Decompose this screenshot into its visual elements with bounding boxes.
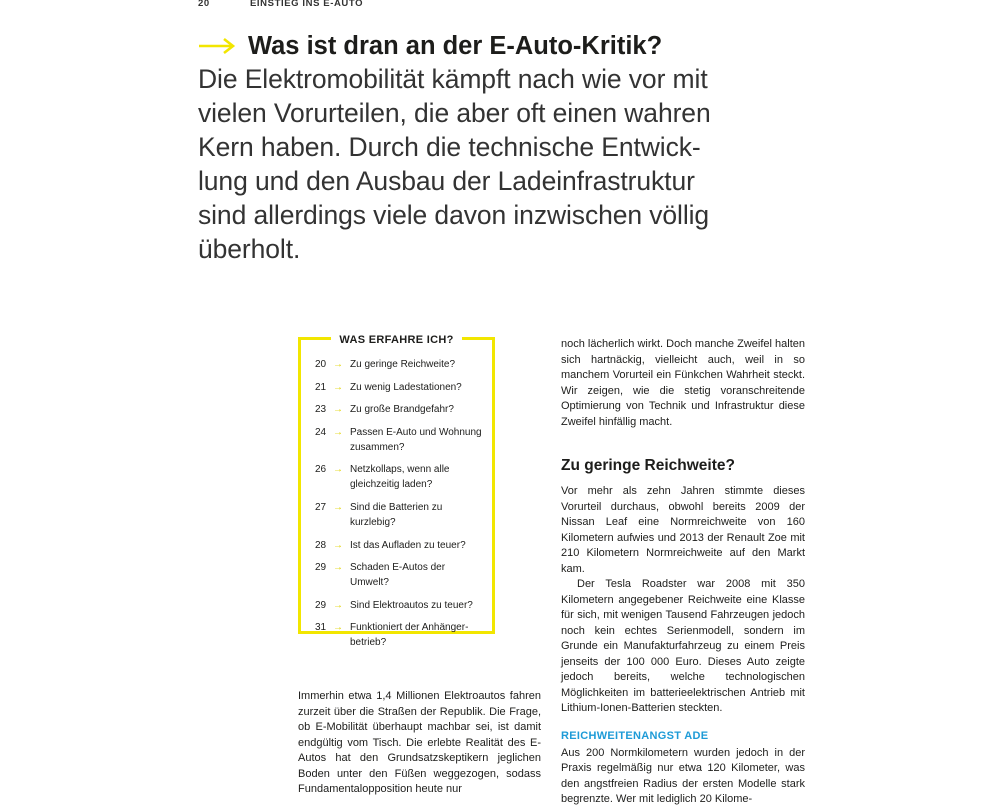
toc-list [315,357,484,658]
toc-item[interactable] [315,538,484,553]
toc-item[interactable] [315,620,484,650]
body-column-right [561,337,805,808]
toc-arrow-icon: → [333,539,343,551]
toc-arrow-icon: → [333,599,343,611]
toc-page-number: 23 [315,404,327,416]
body-paragraph: noch lächerlich wirkt. Doch manche Zweifel halten sich hartnäckig, vielleicht auch, weil in so manchem Vorurteil ein Fünkchen Wahrheit steckt. Wir zeigen, wie die stetig voranschreitende Optimierung von Technik und Infrastruktur diese Zweifel hinfällig macht. [561,338,805,428]
toc-item-label: Passen E-Auto und Wohnung zusammen? [350,426,482,453]
body-paragraph: Der Tesla Roadster war 2008 mit 350 Kilometern angegebener Reichweite eine Klasse für sich, mit wenigen Tausend Fahrzeugen jedoch noch kein echtes Serienmodell, sondern im Grunde ein Manufakturfahrzeug zu einem Preis jenseits der 100 000 Euro. Dieses Auto zeigte jedoch bereits, welche technologischen Möglichkeiten im batterieelektrischen Antrieb mit Lithium-Ionen-Batterien steckten. [561,578,805,714]
lead-line: vielen Vorurteilen, die aber oft einen wahren [198,98,711,128]
toc-item-label: Zu geringe Reichweite? [350,359,456,370]
body-paragraph: Immerhin etwa 1,4 Millionen Elektroautos fahren zurzeit über die Straßen der Republik. Die Frage, ob E-Mobilität überhaupt machbar sei, ist damit endgültig vom Tisch. Die erlebte Realität des E-Autos hat den Grundsatzskeptikern jeglichen Boden unter den Füßen weggezogen, sodass Fundamentalopposition heute nur [298,690,541,795]
toc-page-number: 20 [315,359,327,370]
toc-item-label: Sind Elektroautos zu teuer? [350,599,473,611]
toc-page-number: 31 [315,622,327,634]
lead-line: Die Elektromobilität kämpft nach wie vor mit [198,64,708,94]
toc-page-number: 27 [315,501,327,513]
subheading: REICHWEITENANGST ADE [561,729,709,742]
toc-page-number: 24 [315,426,327,438]
toc-item[interactable] [315,462,484,492]
toc-item-label: Ist das Aufladen zu teuer? [350,539,466,551]
toc-arrow-icon: → [333,359,343,370]
running-title: EINSTIEG INS E-AUTO [250,0,364,9]
toc-arrow-icon: → [333,501,343,513]
toc-arrow-icon: → [333,622,343,634]
arrow-right-icon [198,37,236,55]
toc-arrow-icon: → [333,562,343,574]
toc-item[interactable] [315,500,484,530]
body-column-left [298,689,541,798]
toc-box [298,334,495,649]
lead-line: überholt. [198,234,301,264]
toc-item[interactable] [315,425,484,455]
body-paragraph: Aus 200 Normkilometern wurden jedoch in der Praxis regelmäßig nur etwa 120 Kilometer, was den angstfreien Radius der ersten Modelle stark begrenzte. Wer mit lediglich 20 Kilome- [561,746,805,805]
page-title: Was ist dran an der E-Auto-Kritik? [248,32,663,60]
toc-item[interactable] [315,598,484,613]
section-heading: Zu geringe Reichweite? [561,457,735,474]
toc-page-number: 28 [315,539,327,551]
toc-page-number: 26 [315,464,327,476]
headline-block [198,30,858,266]
toc-title: WAS ERFAHRE ICH? [331,334,461,346]
toc-item-label: Funktioniert der Anhänger-betrieb? [350,622,469,649]
toc-item[interactable] [315,380,484,395]
toc-item-label: Zu wenig Ladestationen? [350,381,462,393]
toc-item[interactable] [315,357,484,372]
toc-page-number: 21 [315,381,327,393]
toc-item[interactable] [315,402,484,417]
lead-paragraph [198,62,858,266]
toc-arrow-icon: → [333,426,343,438]
toc-item[interactable] [315,560,484,590]
lead-line: Kern haben. Durch die technische Entwick- [198,132,701,162]
toc-item-label: Netzkollaps, wenn alle gleichzeitig laden? [350,464,450,491]
toc-item-label: Sind die Batterien zu kurzlebig? [350,501,443,528]
lead-line: sind allerdings viele davon inzwischen völlig [198,200,710,230]
toc-arrow-icon: → [333,381,343,393]
toc-item-label: Schaden E-Autos der Umwelt? [350,562,446,589]
lead-line: lung und den Ausbau der Ladeinfrastruktur [198,166,695,196]
toc-arrow-icon: → [333,404,343,416]
body-paragraph: Vor mehr als zehn Jahren stimmte dieses Vorurteil durchaus, obwohl bereits 2009 der Nissan Leaf eine Normreichweite von 160 Kilometern aufwies und 2013 der Renault Zoe mit 210 Kilometern Normreichweite auf den Markt kam. [561,485,805,575]
page-number: 20 [198,0,210,9]
toc-arrow-icon: → [333,464,343,476]
toc-item-label: Zu große Brandgefahr? [350,404,454,416]
toc-page-number: 29 [315,562,327,574]
toc-page-number: 29 [315,599,327,611]
